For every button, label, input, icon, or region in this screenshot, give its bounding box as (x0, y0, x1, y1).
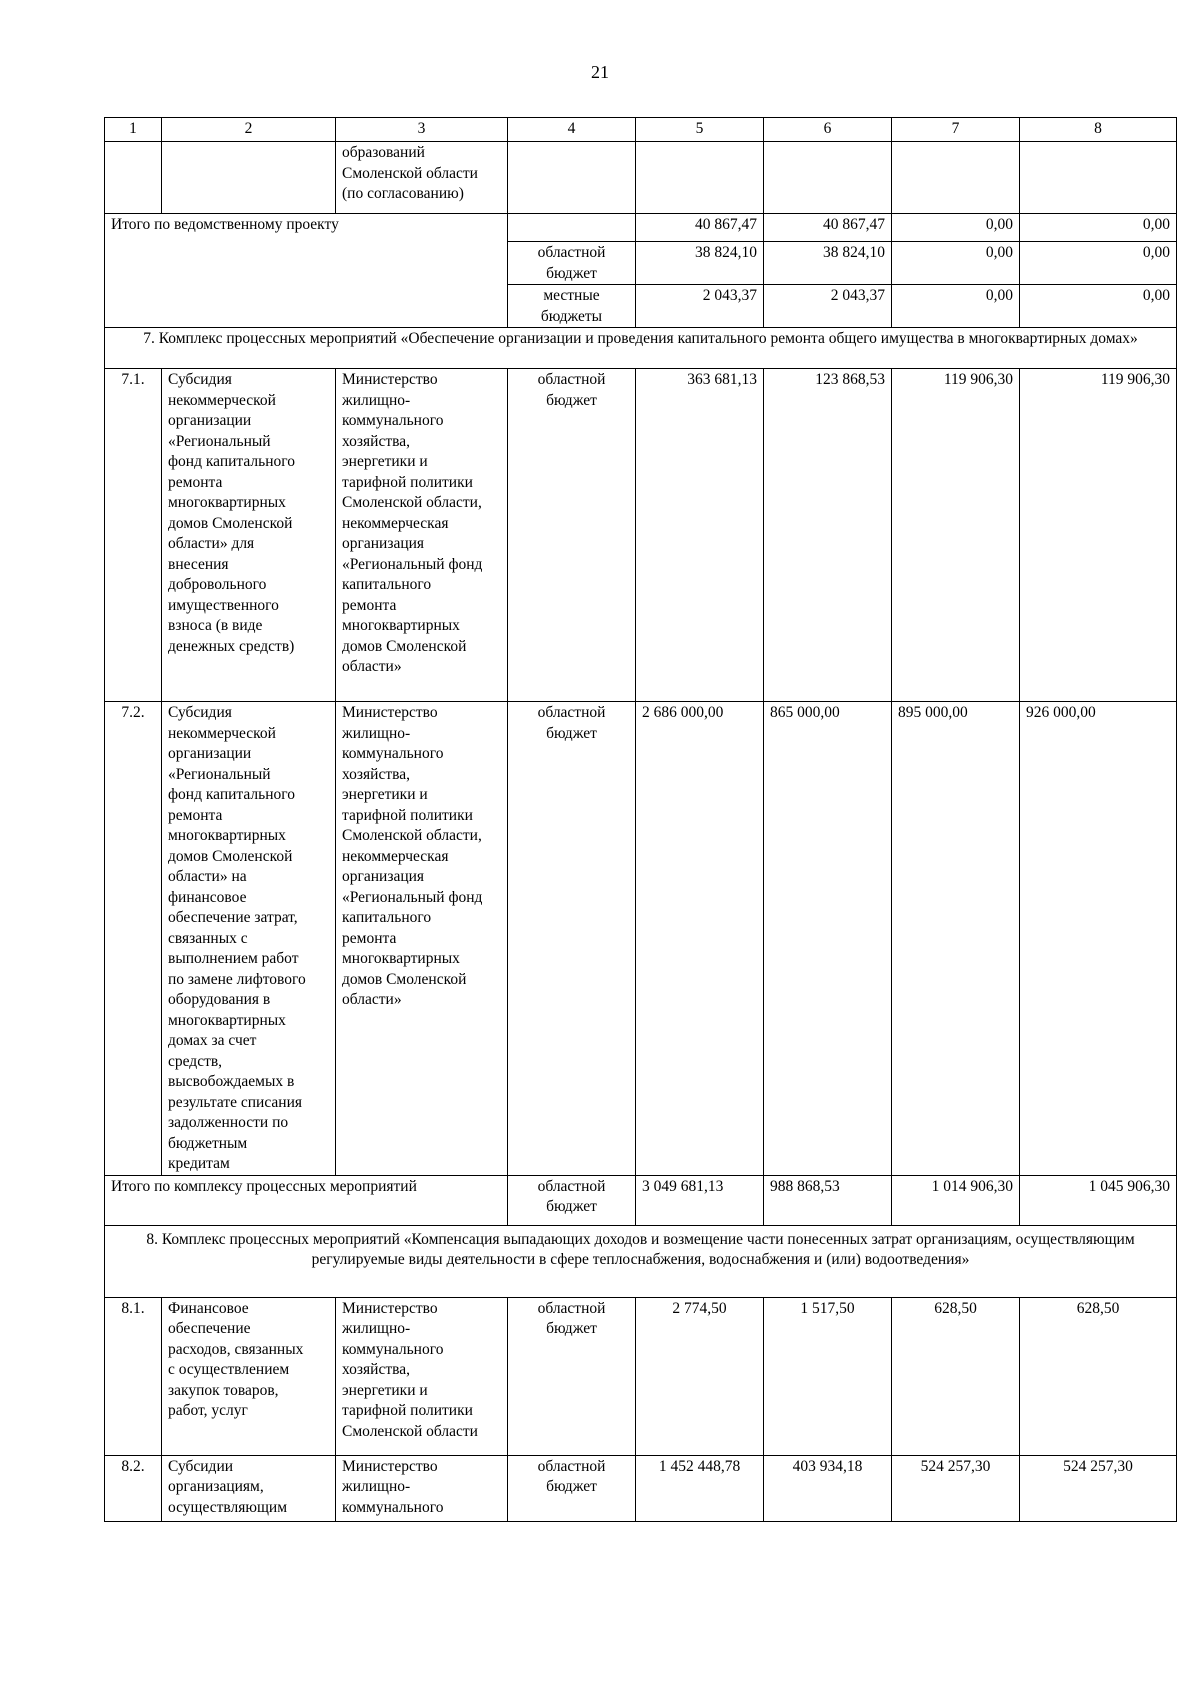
amount-cell: 363 681,13 (636, 369, 764, 702)
amount-cell: 0,00 (892, 214, 1020, 242)
row-number-cell: 8.2. (105, 1455, 162, 1521)
amount-cell: 2 774,50 (636, 1297, 764, 1455)
amount-cell: 0,00 (1020, 285, 1177, 328)
column-number: 2 (162, 118, 336, 142)
amount-cell: 38 824,10 (636, 242, 764, 285)
amount-cell: 1 452 448,78 (636, 1455, 764, 1521)
amount-cell: 1 045 906,30 (1020, 1175, 1177, 1225)
section-7-total-label: Итого по комплексу процессных мероприятий (105, 1175, 508, 1225)
amount-cell: 524 257,30 (892, 1455, 1020, 1521)
amount-cell: 895 000,00 (892, 702, 1020, 1176)
section-title-row (105, 328, 1177, 369)
dept-total-row (105, 214, 1177, 242)
executor-cell: Министерство жилищно- коммунального хозяйства, энергетики и тарифной политики Смоленской области, некоммерческая организация «Региональный фонд капитального ремонта многоквартирных домов Смоленской области» (336, 702, 508, 1176)
column-number: 3 (336, 118, 508, 142)
column-number: 1 (105, 118, 162, 142)
amount-cell: 0,00 (1020, 214, 1177, 242)
amount-cell: 2 043,37 (764, 285, 892, 328)
dept-total-label: Итого по ведомственному проекту (105, 214, 508, 328)
amount-cell (1020, 142, 1177, 214)
column-number: 4 (508, 118, 636, 142)
column-number: 7 (892, 118, 1020, 142)
column-number-row (105, 118, 1177, 142)
amount-cell: 40 867,47 (764, 214, 892, 242)
amount-cell: 0,00 (892, 285, 1020, 328)
amount-cell: 628,50 (892, 1297, 1020, 1455)
amount-cell: 3 049 681,13 (636, 1175, 764, 1225)
row-number-cell: 7.2. (105, 702, 162, 1176)
row-name-cell: Субсидии организациям, осуществляющим (162, 1455, 336, 1521)
amount-cell: 524 257,30 (1020, 1455, 1177, 1521)
source-cell: областной бюджет (508, 1455, 636, 1521)
executor-cell: Министерство жилищно- коммунального хозяйства, энергетики и тарифной политики Смоленской области (336, 1297, 508, 1455)
table-row (105, 702, 1177, 1176)
row-number-cell: 7.1. (105, 369, 162, 702)
executor-cell: Министерство жилищно- коммунального (336, 1455, 508, 1521)
section-7-title: 7. Комплекс процессных мероприятий «Обеспечение организации и проведения капитального ремонта общего имущества в многоквартирных домах» (105, 328, 1177, 369)
page-number: 21 (591, 62, 609, 82)
amount-cell: 123 868,53 (764, 369, 892, 702)
column-number: 8 (1020, 118, 1177, 142)
row-name-cell: Субсидия некоммерческой организации «Региональный фонд капитального ремонта многоквартирных домов Смоленской области» на финансовое обеспечение затрат, связанных с выполнением работ по замене лифтового оборудования в многоквартирных домах за счет средств, высвобождаемых в результате списания задолженности по бюджетным кредитам (162, 702, 336, 1176)
row-number-cell: 8.1. (105, 1297, 162, 1455)
amount-cell: 988 868,53 (764, 1175, 892, 1225)
amount-cell (636, 142, 764, 214)
amount-cell: 38 824,10 (764, 242, 892, 285)
source-cell: областной бюджет (508, 242, 636, 285)
column-number: 5 (636, 118, 764, 142)
source-cell (508, 214, 636, 242)
column-number: 6 (764, 118, 892, 142)
row-name-cell (162, 142, 336, 214)
source-cell: областной бюджет (508, 1297, 636, 1455)
row-name-cell: Субсидия некоммерческой организации «Региональный фонд капитального ремонта многоквартирных домов Смоленской области» для внесения добровольного имущественного взноса (в виде денежных средств) (162, 369, 336, 702)
row-name-cell: Финансовое обеспечение расходов, связанных с осуществлением закупок товаров, работ, услуг (162, 1297, 336, 1455)
amount-cell: 2 043,37 (636, 285, 764, 328)
amount-cell: 119 906,30 (892, 369, 1020, 702)
section-title-row (105, 1225, 1177, 1297)
table-row (105, 369, 1177, 702)
executor-cell: Министерство жилищно- коммунального хозяйства, энергетики и тарифной политики Смоленской области, некоммерческая организация «Региональный фонд капитального ремонта многоквартирных домов Смоленской области» (336, 369, 508, 702)
amount-cell: 0,00 (892, 242, 1020, 285)
source-cell: местные бюджеты (508, 285, 636, 328)
amount-cell: 403 934,18 (764, 1455, 892, 1521)
source-cell: областной бюджет (508, 369, 636, 702)
source-cell (508, 142, 636, 214)
row-number-cell (105, 142, 162, 214)
amount-cell: 628,50 (1020, 1297, 1177, 1455)
amount-cell: 926 000,00 (1020, 702, 1177, 1176)
amount-cell: 1 014 906,30 (892, 1175, 1020, 1225)
executor-cell: образований Смоленской области (по согласованию) (336, 142, 508, 214)
table-row (105, 1455, 1177, 1521)
budget-table (104, 117, 1177, 1522)
amount-cell (892, 142, 1020, 214)
amount-cell: 2 686 000,00 (636, 702, 764, 1176)
amount-cell: 865 000,00 (764, 702, 892, 1176)
section-total-row (105, 1175, 1177, 1225)
table-row (105, 142, 1177, 214)
source-cell: областной бюджет (508, 1175, 636, 1225)
amount-cell (764, 142, 892, 214)
amount-cell: 119 906,30 (1020, 369, 1177, 702)
amount-cell: 40 867,47 (636, 214, 764, 242)
table-row (105, 1297, 1177, 1455)
source-cell: областной бюджет (508, 702, 636, 1176)
section-8-title: 8. Комплекс процессных мероприятий «Компенсация выпадающих доходов и возмещение части понесенных затрат организациям, осуществляющим регулируемые виды деятельности в сфере теплоснабжения, водоснабжения и (или) водоотведения» (105, 1225, 1177, 1297)
amount-cell: 1 517,50 (764, 1297, 892, 1455)
amount-cell: 0,00 (1020, 242, 1177, 285)
